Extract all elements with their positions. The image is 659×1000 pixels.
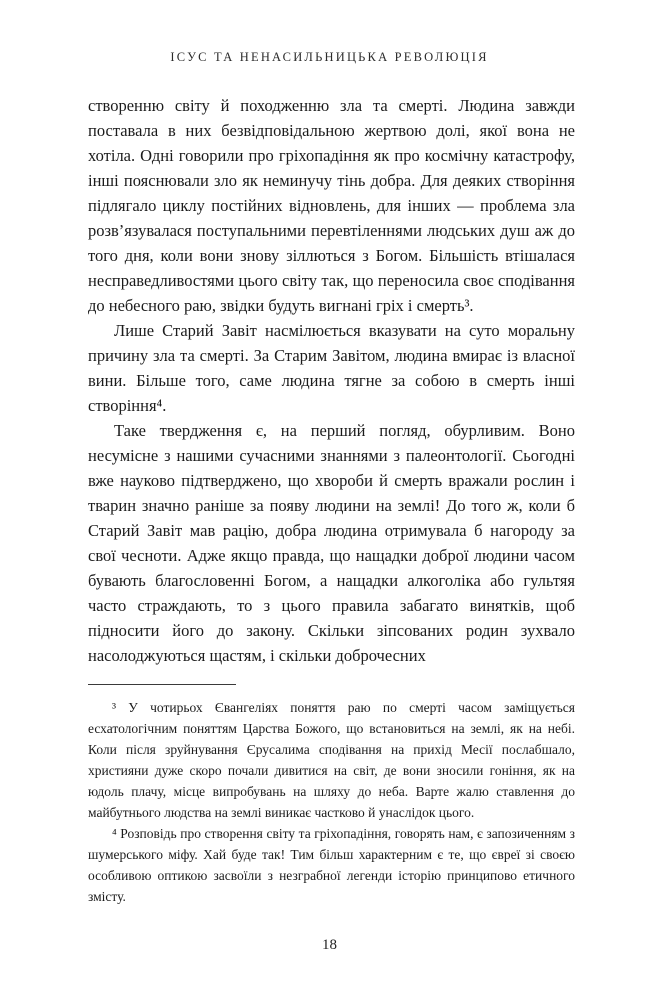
- paragraph-3: Таке твердження є, на перший погляд, обурливим. Воно несумісне з нашими сучасними знаннями з палеонтології. Сьогодні вже науково підтверджено, що хвороби й смерть вражали рослин і тварин значно раніше за появу людини на землі! До того ж, коли б Старий Завіт мав рацію, добра людина отримувала б нагороду за свої чесноти. Адже якщо правда, що нащадки доброї людини часом бувають благословенні Богом, а нащадки алкоголіка або гультяя часто страждають, то з цього правила забагато винятків, щоб підносити його до закону. Скільки зіпсованих родин зухвало насолоджуються щастям, і скільки доброчесних: [88, 421, 575, 665]
- footnotes: [88, 697, 575, 907]
- body-text: [88, 93, 575, 668]
- running-header: ІСУС ТА НЕНАСИЛЬНИЦЬКА РЕВОЛЮЦІЯ: [170, 50, 489, 64]
- paragraph-1: створенню світу й походженню зла та смерті. Людина завжди поставала в них безвідповідальною жертвою долі, якої вона не хотіла. Одні говорили про гріхопадіння як про космічну катастрофу, інші пояснювали зло як неминучу тінь добра. Для деяких створіння підлягало циклу постійних відновлень, для інших — проблема зла розв’язувалася поступальними перевтіленнями людських душ аж до того дня, коли вони знову зіллються з Богом. Більшість втішалася несправедливостями цього світу так, що переносила своє сподівання до небесного раю, звідки будуть вигнані гріх і смерть³.: [88, 96, 575, 315]
- footnote-4: ⁴ Розповідь про створення світу та гріхопадіння, говорять нам, є запозиченням з шумерського міфу. Хай буде так! Тим більш характерним є те, що євреї зі своєю особливою оптикою засвоїли з незграбної легенди історію принципово етичного змісту.: [88, 826, 575, 904]
- footnote-3: ³ У чотирьох Євангеліях поняття раю по смерті часом заміщується есхатологічним поняттям Царства Божого, що встановиться на землі, як на небі. Коли після зруйнування Єрусалима сподівання на прихід Месії послабшало, християни дуже скоро почали дивитися на світ, де вони зносили гоніння, як на юдоль плачу, місце випробувань на шляху до неба. Варте жалю ставлення до майбутнього людства на землі виникає частково й унаслідок цього.: [88, 700, 575, 820]
- footnote-separator: [88, 684, 236, 685]
- paragraph-2: Лише Старий Завіт насмілюється вказувати на суто моральну причину зла та смерті. За Старим Завітом, людина вмирає із власної вини. Більше того, саме людина тягне за собою в смерть інші створіння⁴.: [88, 321, 575, 415]
- page-number: 18: [322, 937, 337, 953]
